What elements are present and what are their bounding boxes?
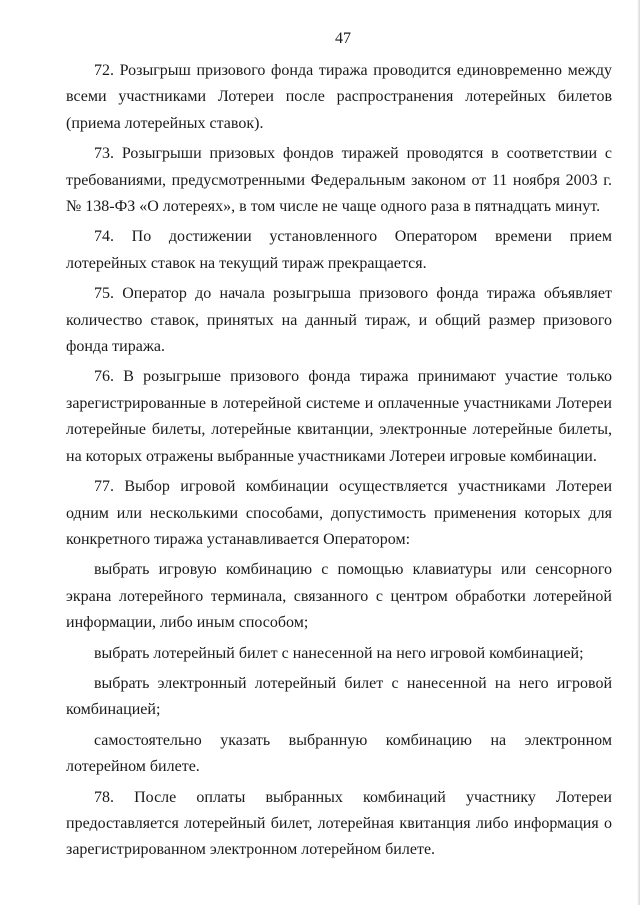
page-number: 47 [335, 30, 351, 47]
document-body [66, 58, 612, 864]
list-item-keyboard: выбрать игровую комбинацию с помощью клавиатуры или сенсорного экрана лотерейного терминала, связанного с центром обработки лотерейной информации, либо иным способом; [66, 561, 612, 632]
paragraph-77: 77. Выбор игровой комбинации осуществляется участниками Лотереи одним или несколькими способами, допустимость применения которых для конкретного тиража устанавливается Оператором: [66, 478, 612, 548]
paragraph-78: 78. После оплаты выбранных комбинаций участнику Лотереи предоставляется лотерейный билет, лотерейная квитанция либо информация о зарегистрированном электронном лотерейном билете. [66, 788, 612, 859]
list-item-ticket: выбрать лотерейный билет с нанесенной на него игровой комбинацией; [94, 644, 584, 662]
list-item-self-indicate: самостоятельно указать выбранную комбинацию на электронном лотерейном билете. [66, 731, 612, 776]
list-item-electronic-ticket: выбрать электронный лотерейный билет с нанесенной на него игровой комбинацией; [66, 674, 612, 719]
paragraph-72: 72. Розыгрыш призового фонда тиража проводится единовременно между всеми участниками Лотереи после распространения лотерейных билетов (приема лотерейных ставок). [66, 62, 612, 132]
paragraph-73: 73. Розыгрыши призовых фондов тиражей проводятся в соответствии с требованиями, предусмотренными Федеральным законом от 11 ноября 2003 г. № 138-ФЗ «О лотереях», в том числе не чаще одного раза в пятнадцать минут. [66, 145, 612, 216]
paragraph-74: 74. По достижении установленного Оператором времени прием лотерейных ставок на текущий тираж прекращается. [66, 228, 612, 272]
paragraph-76: 76. В розыгрыше призового фонда тиража принимают участие только зарегистрированные в лотерейной системе и оплаченные участниками Лотереи лотерейные билеты, лотерейные квитанции, электронные лотерейные билеты, на которых отражены выбранные участниками Лотереи игровые комбинации. [66, 368, 612, 465]
paragraph-75: 75. Оператор до начала розыгрыша призового фонда тиража объявляет количество ставок, принятых на данный тираж, и общий размер призового фонда тиража. [66, 285, 612, 356]
